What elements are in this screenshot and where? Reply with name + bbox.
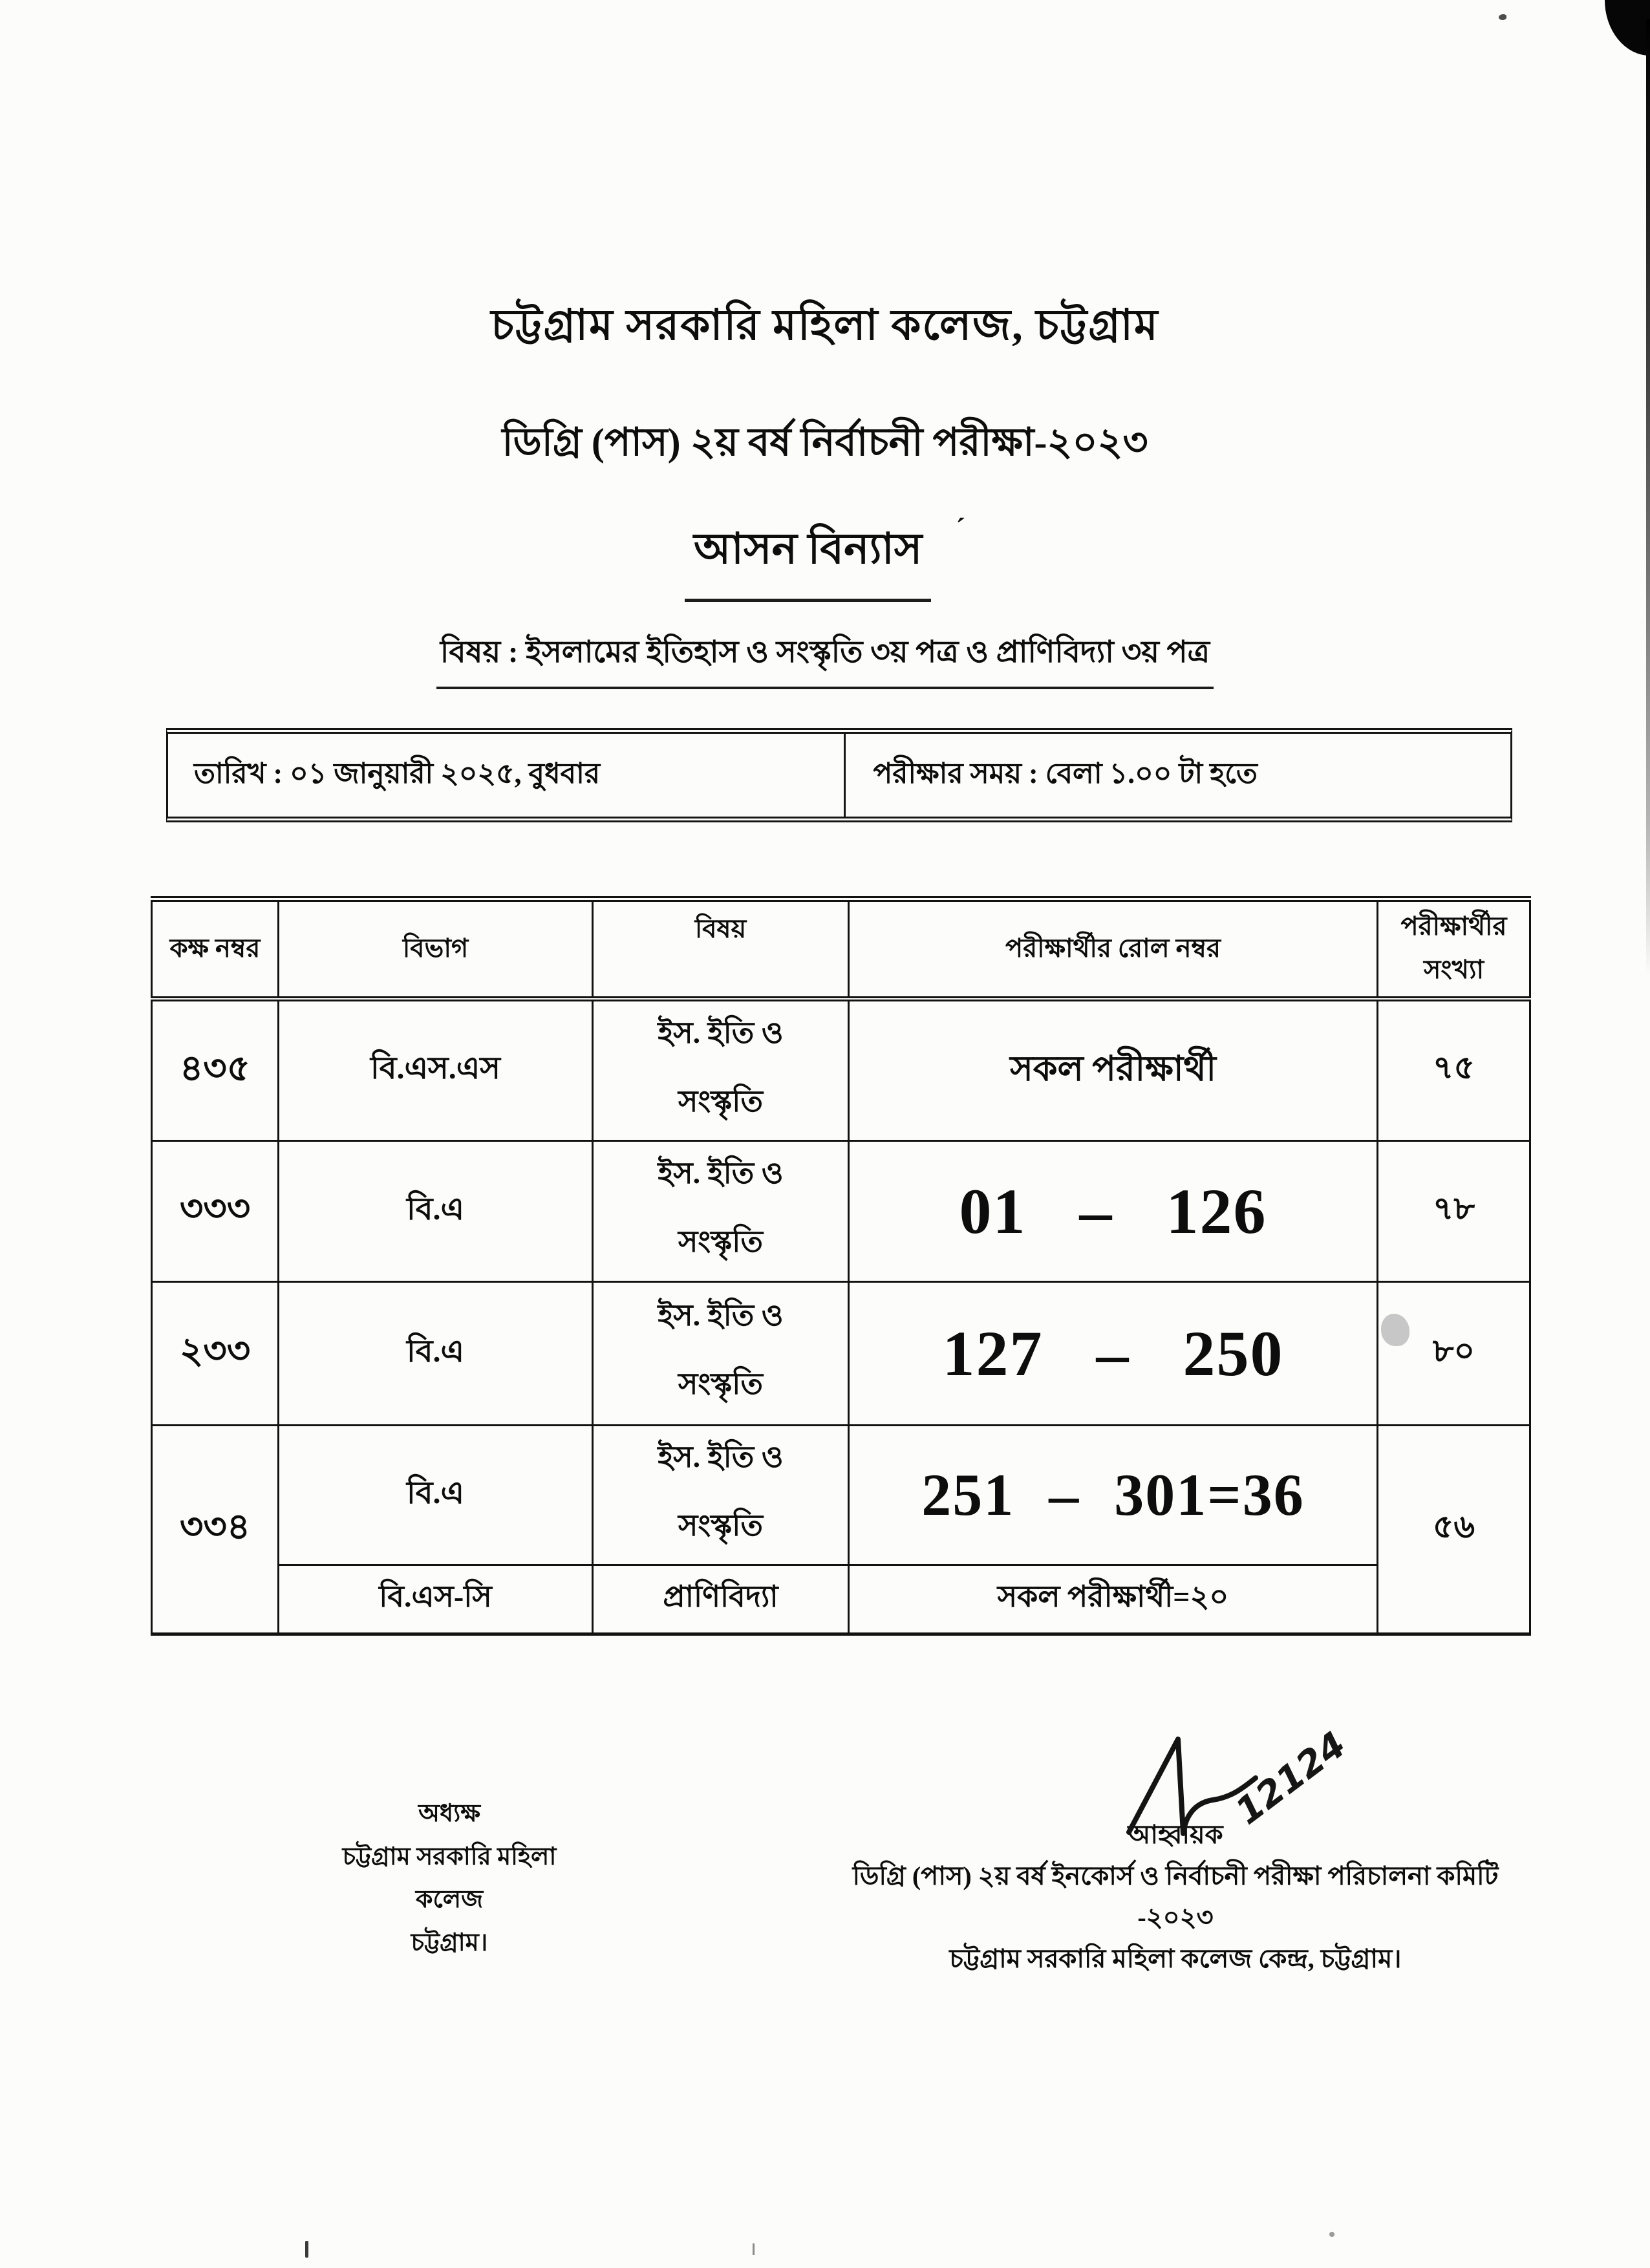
room-number-cell: ২৩৩ — [152, 1281, 279, 1425]
column-header-roll: পরীক্ষার্থীর রোল নম্বর — [849, 899, 1378, 1000]
ink-speck — [1329, 2232, 1334, 2237]
principal-college: চট্টগ্রাম সরকারি মহিলা কলেজ — [342, 1843, 557, 1913]
subject-line-2: সংস্কৃতি — [678, 1084, 763, 1118]
exam-time-label: পরীক্ষার সময় : বেলা ১.০০ টা হতে — [873, 757, 1258, 789]
seating-table — [151, 896, 1531, 1636]
column-header-subject: বিষয় — [593, 899, 849, 1000]
scan-smudge — [1381, 1314, 1409, 1346]
seat-arrangement-heading-row — [0, 513, 1650, 602]
subject-cell — [593, 1140, 849, 1281]
seat-arrangement-heading: আসন বিন্যাস — [685, 516, 931, 602]
scan-edge-artifact — [1646, 19, 1650, 976]
column-header-count: পরীক্ষার্থীর সংখ্যা — [1378, 899, 1530, 1000]
ink-speck — [753, 2243, 755, 2255]
subject-line-2: সংস্কৃতি — [678, 1225, 763, 1258]
room-number-cell: ৩৩৪ — [152, 1425, 279, 1634]
subject-line-1: ইস. ইতি ও — [658, 1299, 784, 1332]
table-row — [152, 1565, 1530, 1634]
page-title: চট্টগ্রাম সরকারি মহিলা কলেজ, চট্টগ্রাম — [491, 302, 1159, 349]
table-row — [152, 1425, 1530, 1565]
department-cell: বি.এ — [279, 1281, 593, 1425]
department-cell: বি.এ — [279, 1425, 593, 1565]
principal-signatory-block — [309, 1792, 590, 1964]
subject-cell — [593, 999, 849, 1140]
room-number-cell: ৩৩৩ — [152, 1140, 279, 1281]
stray-pen-mark: ´ — [956, 513, 966, 544]
subject-line-1: ইস. ইতি ও — [658, 1440, 784, 1473]
column-header-department: বিভাগ — [279, 899, 593, 1000]
ink-speck — [1499, 14, 1506, 20]
signature-icon — [1111, 1706, 1408, 1861]
subject-cell: প্রাণিবিদ্যা — [593, 1565, 849, 1634]
roll-range-cell: 01 – 126 — [849, 1140, 1378, 1281]
page-subtitle: ডিগ্রি (পাস) ২য় বর্ষ নির্বাচনী পরীক্ষা-২০২৩ — [502, 421, 1148, 464]
subject-line-1: ইস. ইতি ও — [658, 1157, 784, 1190]
column-header-room: কক্ষ নম্বর — [152, 899, 279, 1000]
department-cell: বি.এস.এস — [279, 999, 593, 1140]
subject-line-2: সংস্কৃতি — [678, 1509, 763, 1542]
table-row — [152, 1281, 1530, 1425]
principal-title: অধ্যক্ষ — [418, 1800, 480, 1827]
examinee-count-cell: ৫৬ — [1378, 1425, 1530, 1634]
department-cell: বি.এস-সি — [279, 1565, 593, 1634]
ink-speck — [305, 2241, 308, 2258]
examinee-count-cell: ৭৮ — [1378, 1140, 1530, 1281]
room-number-cell: ৪৩৫ — [152, 999, 279, 1140]
examinee-count-cell: ৮০ — [1378, 1281, 1530, 1425]
principal-city: চট্টগ্রাম। — [411, 1929, 488, 1956]
subject-cell — [593, 1425, 849, 1565]
convener-committee: ডিগ্রি (পাস) ২য় বর্ষ ইনকোর্স ও নির্বাচনী পরীক্ষা পরিচালনা কমিটি -২০২৩ — [852, 1861, 1499, 1932]
subject-line: বিষয় : ইসলামের ইতিহাস ও সংস্কৃতি ৩য় পত্র ও প্রাণিবিদ্যা ৩য় পত্র — [436, 628, 1214, 689]
roll-range-cell: 127 – 250 — [849, 1281, 1378, 1425]
department-cell: বি.এ — [279, 1140, 593, 1281]
table-row — [152, 999, 1530, 1140]
roll-range-cell: সকল পরীক্ষার্থী — [849, 999, 1378, 1140]
roll-range-cell: সকল পরীক্ষার্থী=২০ — [849, 1565, 1378, 1634]
examinee-count-cell: ৭৫ — [1378, 999, 1530, 1140]
exam-date-label: তারিখ : ০১ জানুয়ারী ২০২৫, বুধবার — [168, 734, 846, 817]
subject-line-row — [0, 628, 1650, 689]
table-header-row — [152, 899, 1530, 1000]
convener-center: চট্টগ্রাম সরকারি মহিলা কলেজ কেন্দ্র, চট্টগ্রাম। — [949, 1944, 1402, 1973]
subject-line-2: সংস্কৃতি — [678, 1367, 763, 1400]
subject-line-1: ইস. ইতি ও — [658, 1016, 784, 1049]
table-row — [152, 1140, 1530, 1281]
signature-date-digits: 12124 — [1228, 1724, 1355, 1834]
convener-title: আহ্বায়ক — [1128, 1820, 1223, 1849]
subject-cell — [593, 1281, 849, 1425]
date-time-box — [166, 728, 1512, 822]
scan-corner-artifact — [1605, 0, 1650, 56]
roll-range-cell: 251 – 301=36 — [849, 1425, 1378, 1565]
